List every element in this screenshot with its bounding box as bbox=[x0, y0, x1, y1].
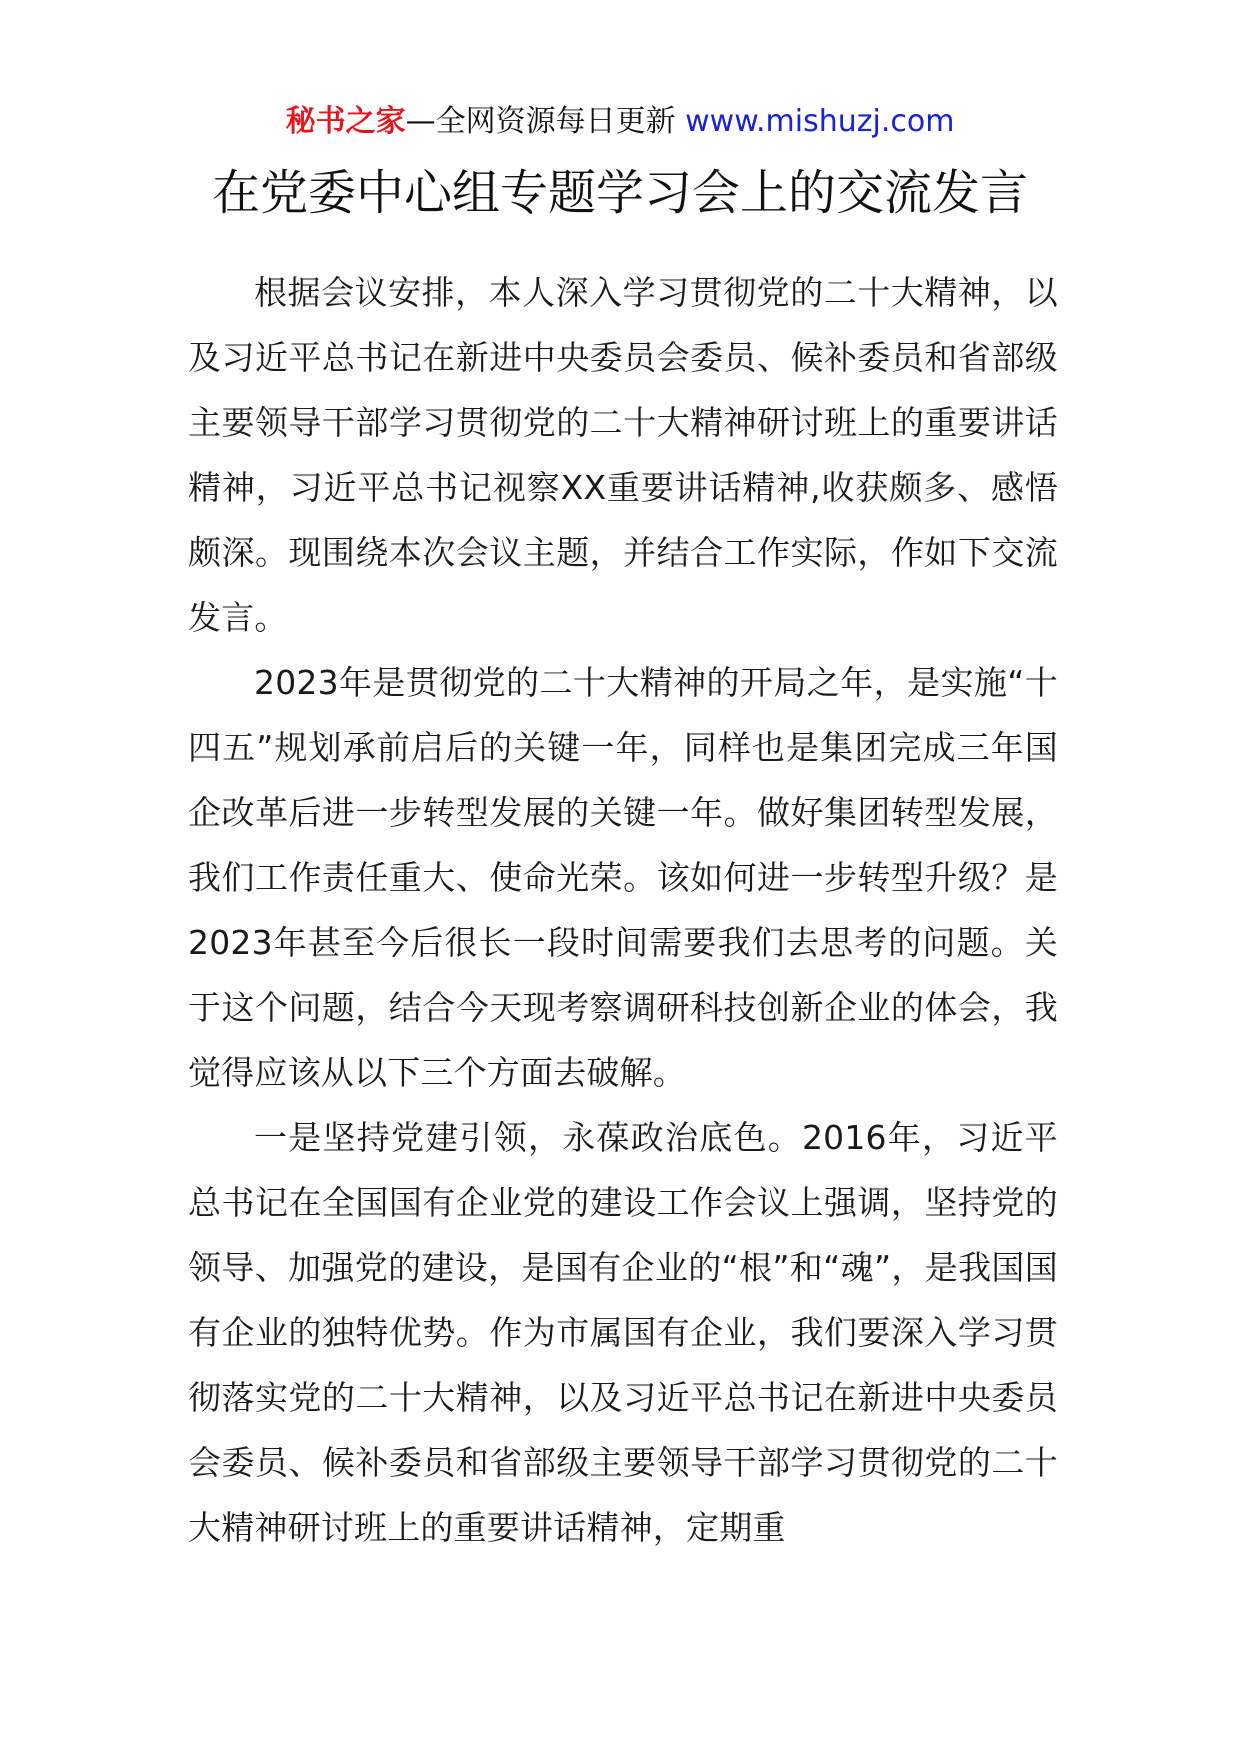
paragraph-intro: 根据会议安排，本人深入学习贯彻党的二十大精神，以及习近平总书记在新进中央委员会委员、候补委员和省部级主要领导干部学习贯彻党的二十大精神研讨班上的重要讲话精神，习近平总书记视察XX重要讲话精神,收获颇多、感悟颇深。现围绕本次会议主题，并结合工作实际，作如下交流发言。 bbox=[188, 273, 1058, 637]
site-header bbox=[0, 100, 1240, 144]
document-body bbox=[188, 260, 1058, 1560]
paragraph-background: 2023年是贯彻党的二十大精神的开局之年，是实施“十四五”规划承前启后的关键一年，同样也是集团完成三年国企改革后进一步转型发展的关键一年。做好集团转型发展，我们工作责任重大、使命光荣。该如何进一步转型升级？是2023年甚至今后很长一段时间需要我们去思考的问题。关于这个问题，结合今天现考察调研科技创新企业的体会，我觉得应该从以下三个方面去破解。 bbox=[188, 663, 1058, 1092]
brand-name: 秘书之家 bbox=[285, 104, 406, 139]
header-tagline: —全网资源每日更新 bbox=[405, 104, 676, 139]
document-title: 在党委中心组专题学习会上的交流发言 bbox=[211, 165, 1028, 221]
paragraph-point-one: 一是坚持党建引领，永葆政治底色。2016年，习近平总书记在全国国有企业党的建设工作会议上强调，坚持党的领导、加强党的建设，是国有企业的“根”和“魂”，是我国国有企业的独特优势。作为市属国有企业，我们要深入学习贯彻落实党的二十大精神，以及习近平总书记在新进中央委员会委员、候补委员和省部级主要领导干部学习贯彻党的二十大精神研讨班上的重要讲话精神，定期重 bbox=[188, 1118, 1058, 1547]
site-url-link[interactable]: www.mishuzj.com bbox=[685, 104, 955, 139]
